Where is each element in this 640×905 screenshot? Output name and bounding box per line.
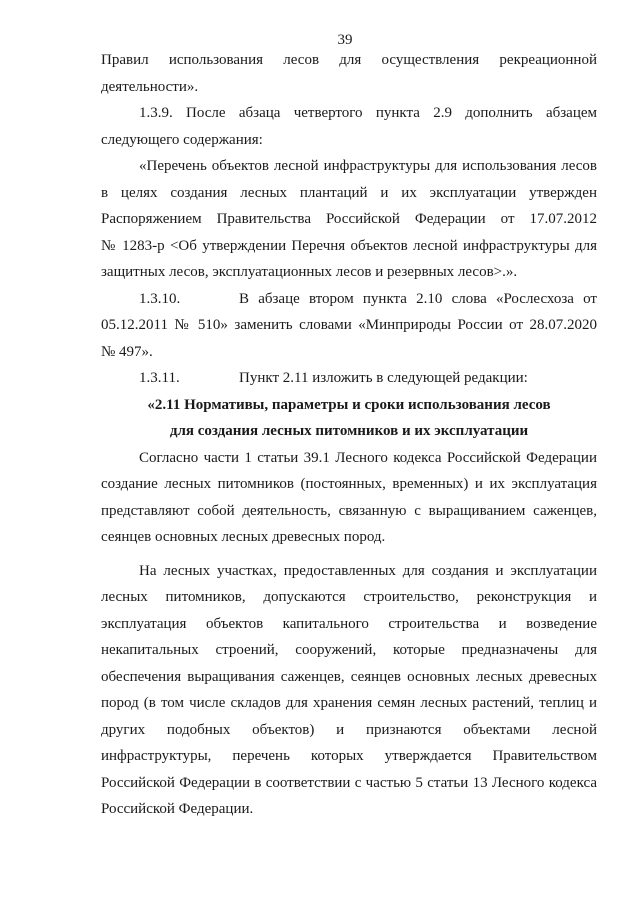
clause-number: 1.3.11. bbox=[139, 370, 180, 386]
numbered-line bbox=[101, 365, 597, 392]
text-line: 1.3.9. После абзаца четвертого пункта 2.9 дополнить абзацем bbox=[139, 105, 597, 121]
text-line: Российской Федерации в соответствии с частью 5 статьи 13 Лесного кодекса bbox=[101, 774, 597, 791]
text-line: других подобных объектов) и признаются объектами лесной bbox=[101, 721, 597, 738]
text-line: эксплуатация объектов капитального строительства и возведение bbox=[101, 615, 597, 632]
text-line: 05.12.2011 № 510» заменить словами «Минприроды России от 28.07.2020 bbox=[101, 317, 597, 333]
document-body bbox=[101, 47, 597, 823]
text-line: в целях создания лесных плантаций и их эксплуатации утвержден bbox=[101, 184, 597, 201]
text-line: пород (в том числе складов для хранения семян лесных растений, теплиц и bbox=[101, 695, 597, 711]
text-line: В абзаце втором пункта 2.10 слова «Рослесхоза от bbox=[239, 290, 597, 307]
clause-number: 1.3.10. bbox=[139, 290, 181, 307]
text-line: Согласно части 1 статьи 39.1 Лесного кодекса Российской Федерации bbox=[139, 449, 597, 466]
text-line: № 1283-р <Об утверждении Перечня объектов лесной инфраструктуры для bbox=[101, 237, 597, 254]
text-line: Российской Федерации. bbox=[101, 801, 254, 817]
text-line: инфраструктуры, перечень которых утверждается Правительством bbox=[101, 748, 597, 764]
text-line: защитных лесов, эксплуатационных лесов и резервных лесов>.». bbox=[101, 264, 518, 280]
text-line: представляют собой деятельность, связанную с выращиванием саженцев, bbox=[101, 502, 597, 519]
text-line: Распоряжением Правительства Российской Федерации от 17.07.2012 bbox=[101, 211, 597, 227]
text-line: сеянцев основных лесных древесных пород. bbox=[101, 529, 386, 545]
page-number: 39 bbox=[337, 32, 353, 48]
text-line: обеспечения выращивания саженцев, сеянцев основных лесных древесных bbox=[101, 668, 597, 685]
text-line: № 497». bbox=[101, 343, 153, 360]
text-line: На лесных участках, предоставленных для создания и эксплуатации bbox=[139, 562, 597, 579]
section-title: «2.11 Нормативы, параметры и сроки использования лесов bbox=[147, 396, 551, 413]
text-line: Пункт 2.11 изложить в следующей редакции: bbox=[239, 370, 528, 386]
text-line: деятельности». bbox=[101, 78, 199, 95]
text-line: Правил использования лесов для осуществления рекреационной bbox=[101, 52, 597, 68]
text-line: некапитальных строений, сооружений, которые предназначены для bbox=[101, 642, 597, 658]
text-line: лесных питомников, допускаются строительство, реконструкция и bbox=[101, 589, 597, 605]
text-line: «Перечень объектов лесной инфраструктуры для использования лесов bbox=[139, 158, 597, 174]
text-line: следующего содержания: bbox=[101, 131, 263, 148]
text-line: создание лесных питомников (постоянных, временных) и их эксплуатация bbox=[101, 476, 597, 492]
numbered-line bbox=[101, 286, 597, 313]
section-title: для создания лесных питомников и их эксплуатации bbox=[169, 423, 529, 439]
